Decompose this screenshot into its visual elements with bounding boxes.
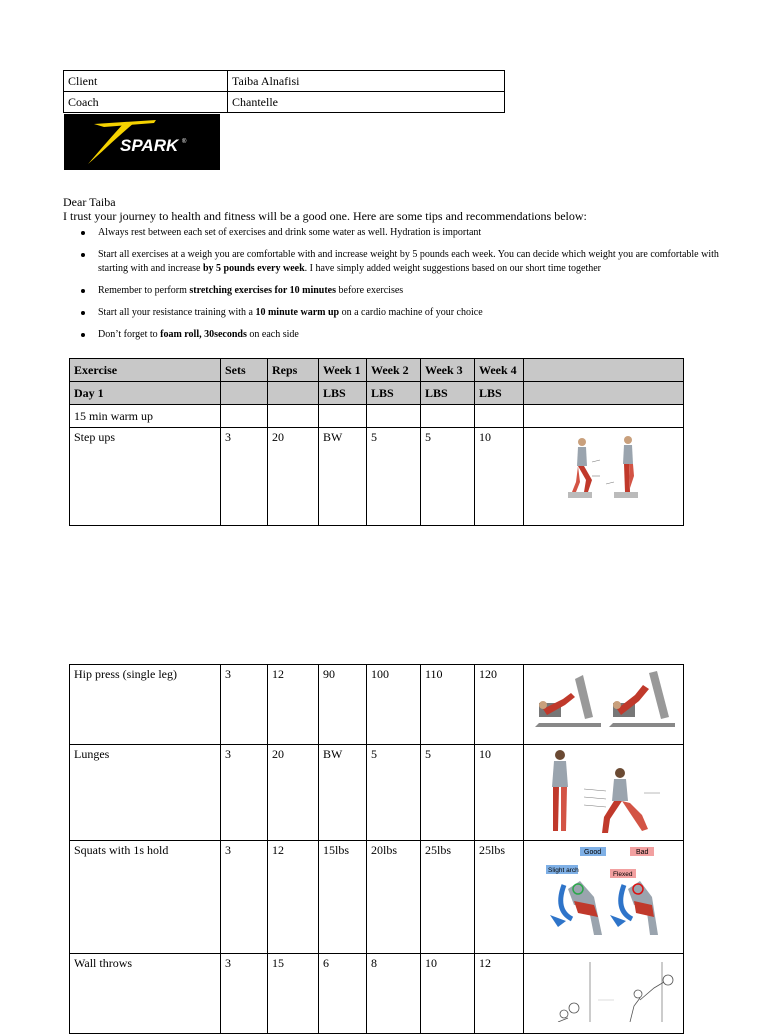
letter-body xyxy=(63,195,723,350)
squat-flexed-label: Flexed xyxy=(612,871,633,878)
squat-illustration-icon xyxy=(544,845,664,941)
week-1-value: 15lbs xyxy=(319,841,367,954)
table-row xyxy=(70,665,684,745)
week-2-value: 20lbs xyxy=(367,841,421,954)
header-week-2: Week 2 xyxy=(367,359,421,382)
unit-cell: LBS xyxy=(421,382,475,405)
workout-table xyxy=(69,358,684,526)
lunge-illustration-icon xyxy=(544,749,664,837)
sets-value: 3 xyxy=(221,841,268,954)
client-value: Taiba Alnafisi xyxy=(228,71,505,92)
spark-logo xyxy=(64,114,220,170)
squat-slight-arch-label: Slight arch xyxy=(547,867,579,874)
reps-value: 20 xyxy=(268,428,319,526)
week-4-value: 120 xyxy=(475,665,524,745)
coach-value: Chantelle xyxy=(228,92,505,113)
header-week-1: Week 1 xyxy=(319,359,367,382)
leg-press-illustration xyxy=(524,665,684,745)
squat-illustration xyxy=(524,841,684,954)
week-4-value: 12 xyxy=(475,954,524,1034)
week-1-value: 6 xyxy=(319,954,367,1034)
week-1-value: BW xyxy=(319,745,367,841)
day-label: Day 1 xyxy=(70,382,221,405)
wall-throw-illustration-icon xyxy=(534,958,674,1022)
unit-cell: LBS xyxy=(367,382,421,405)
tip-item: Remember to perform stretching exercises for 10 minutes before exercises xyxy=(63,284,723,298)
table-row xyxy=(70,745,684,841)
week-3-value: 25lbs xyxy=(421,841,475,954)
reps-value: 12 xyxy=(268,665,319,745)
week-2-value: 8 xyxy=(367,954,421,1034)
tip-item: Start all exercises at a weigh you are comfortable with and increase weight by 5 pounds each week. You can decide which weight you are comfortable with starting with and increase by 5 pounds every week. I have simply added weight suggestions based on our short time together xyxy=(63,248,723,276)
tip-item: Start all your resistance training with a 10 minute warm up on a cardio machine of your choice xyxy=(63,306,723,320)
header-image xyxy=(524,359,684,382)
table-row xyxy=(70,428,684,526)
lunge-illustration xyxy=(524,745,684,841)
exercise-name: Step ups xyxy=(70,428,221,526)
unit-cell: LBS xyxy=(319,382,367,405)
week-2-value: 5 xyxy=(367,428,421,526)
header-sets: Sets xyxy=(221,359,268,382)
leg-press-illustration-icon xyxy=(529,669,679,733)
header-week-4: Week 4 xyxy=(475,359,524,382)
table-header-row xyxy=(70,359,684,382)
reps-value: 20 xyxy=(268,745,319,841)
warmup-label: 15 min warm up xyxy=(70,405,221,428)
coach-label: Coach xyxy=(64,92,228,113)
week-3-value: 5 xyxy=(421,428,475,526)
day-row xyxy=(70,382,684,405)
client-label: Client xyxy=(64,71,228,92)
week-3-value: 10 xyxy=(421,954,475,1034)
coach-row xyxy=(64,92,505,113)
table-row xyxy=(70,954,684,1034)
squat-bad-label: Bad xyxy=(635,849,648,856)
sets-value: 3 xyxy=(221,428,268,526)
tips-list xyxy=(63,226,723,342)
header-reps: Reps xyxy=(268,359,319,382)
greeting: Dear Taiba xyxy=(63,195,116,209)
exercise-name: Wall throws xyxy=(70,954,221,1034)
week-3-value: 5 xyxy=(421,745,475,841)
warmup-row xyxy=(70,405,684,428)
header-week-3: Week 3 xyxy=(421,359,475,382)
exercise-name: Hip press (single leg) xyxy=(70,665,221,745)
client-row xyxy=(64,71,505,92)
sets-value: 3 xyxy=(221,954,268,1034)
reps-value: 12 xyxy=(268,841,319,954)
logo-registered-mark: ® xyxy=(182,139,187,145)
client-info-table xyxy=(63,70,505,113)
spark-swoosh-icon xyxy=(64,114,220,170)
unit-cell: LBS xyxy=(475,382,524,405)
header-exercise: Exercise xyxy=(70,359,221,382)
table-row xyxy=(70,841,684,954)
week-4-value: 25lbs xyxy=(475,841,524,954)
exercise-name: Squats with 1s hold xyxy=(70,841,221,954)
logo-text: SPARK xyxy=(120,136,179,155)
week-3-value: 110 xyxy=(421,665,475,745)
week-1-value: BW xyxy=(319,428,367,526)
exercise-name: Lunges xyxy=(70,745,221,841)
week-4-value: 10 xyxy=(475,428,524,526)
week-2-value: 5 xyxy=(367,745,421,841)
tip-item: Always rest between each set of exercises and drink some water as well. Hydration is important xyxy=(63,226,723,240)
squat-good-label: Good xyxy=(583,849,601,856)
reps-value: 15 xyxy=(268,954,319,1034)
step-up-illustration xyxy=(524,428,684,526)
workout-table-continued xyxy=(69,664,684,1034)
week-2-value: 100 xyxy=(367,665,421,745)
week-1-value: 90 xyxy=(319,665,367,745)
sets-value: 3 xyxy=(221,665,268,745)
tip-item: Don’t forget to foam roll, 30seconds on each side xyxy=(63,328,723,342)
sets-value: 3 xyxy=(221,745,268,841)
step-up-illustration-icon xyxy=(562,432,646,512)
wall-throw-illustration xyxy=(524,954,684,1034)
intro-text: I trust your journey to health and fitness will be a good one. Here are some tips and recommendations below: xyxy=(63,209,587,223)
week-4-value: 10 xyxy=(475,745,524,841)
